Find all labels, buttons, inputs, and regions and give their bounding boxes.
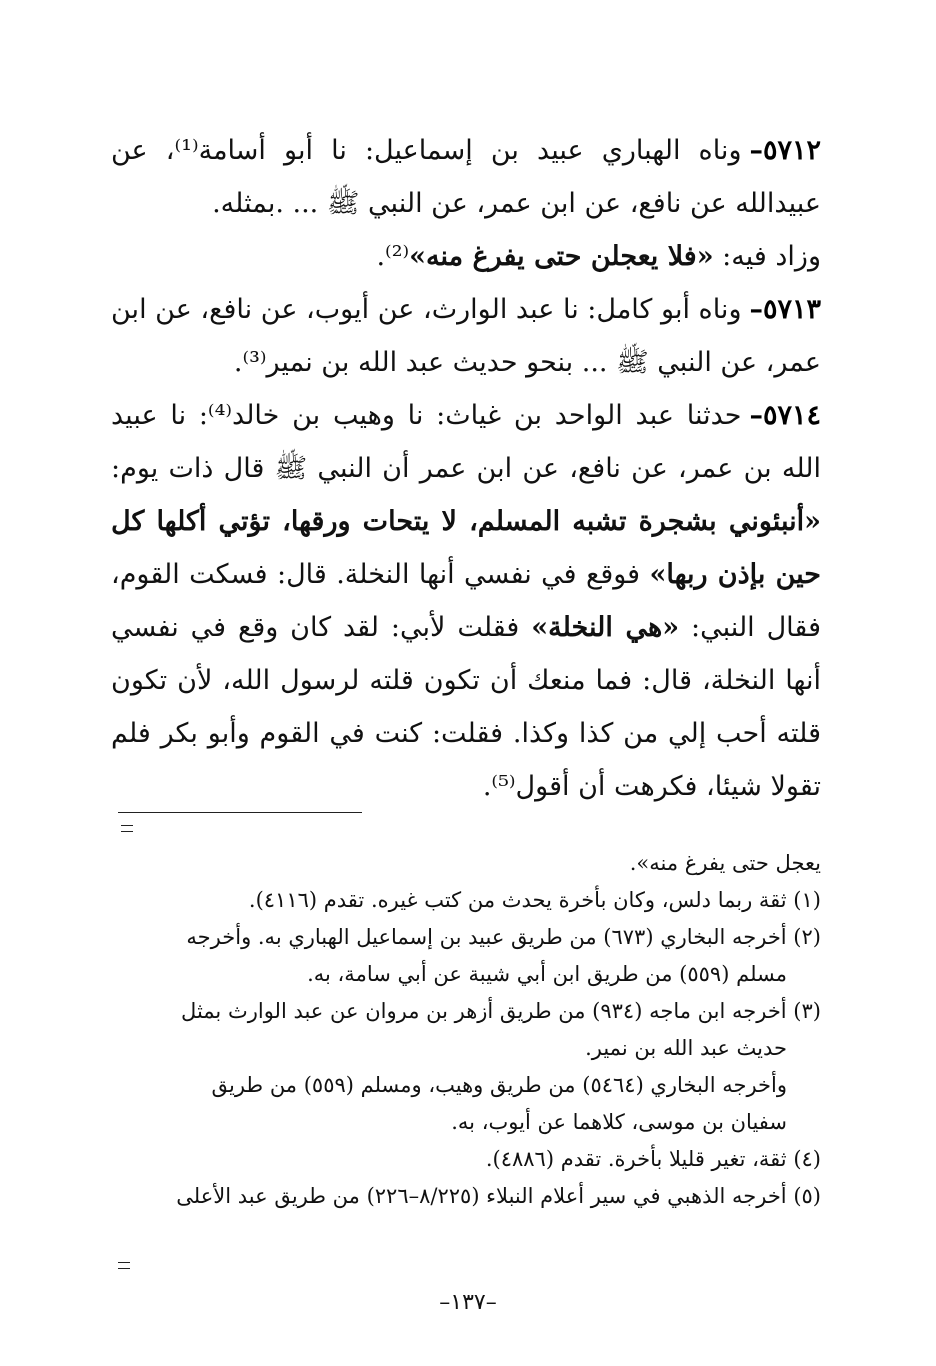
page-number: –١٣٧– — [439, 1290, 497, 1315]
footnote-3-extra: وأخرجه البخاري (٥٤٦٤) من طريق وهيب، ومسلم (٥٥٩) من طريق — [211, 1073, 787, 1097]
footnotes — [111, 845, 821, 1215]
footnote-5: (٥) أخرجه الذهبي في سير أعلام النبلاء (٨/٢٢٥–٢٢٦) من طريق عبد الأعلى — [176, 1184, 821, 1208]
footnote-4: (٤) ثقة، تغير قليلا بأخرة. تقدم (٤٨٨٦). — [485, 1147, 821, 1171]
footnote-3-extra-continuation: سفيان بن موسى، كلاهما عن أيوب، به. — [451, 1110, 787, 1134]
hadith-text-part: حدثنا عبد الواحد بن غياث: نا وهيب بن خالد⁽⁴⁾: نا عبيد الله بن عمر، عن نافع، عن ابن عمر أن النبي ﷺ قال ذات يوم: — [111, 400, 821, 484]
addition-quote: «فلا يعجلن حتى يفرغ منه» — [409, 241, 714, 272]
footnote-3-continuation: حديث عبد الله بن نمير. — [585, 1036, 787, 1060]
hadith-text: وناه أبو كامل: نا عبد الوارث، عن أيوب، عن نافع، عن ابن عمر، عن النبي ﷺ ... بنحو حديث عبد الله بن نمير⁽³⁾. — [111, 294, 821, 378]
addition-prefix: وزاد فيه: — [713, 241, 821, 272]
footnote-separator — [118, 812, 362, 813]
hadith-text-part: فوقع في نفسي أنها النخلة. قال: فسكت القوم، فقال النبي: — [111, 559, 821, 643]
hadith-5714 — [111, 389, 821, 813]
hadith-quote: «أنبئوني بشجرة تشبه المسلم، لا يتحات ورقها، تؤتي أكلها كل حين بإذن ربها» — [111, 506, 821, 590]
hadith-5712-addition — [111, 230, 821, 283]
continuation-mark — [118, 1262, 130, 1269]
footnote-2-continuation: مسلم (٥٥٩) من طريق ابن أبي شيبة عن أبي سامة، به. — [307, 962, 787, 986]
hadith-quote: «هي النخلة» — [531, 612, 680, 643]
addition-suffix: ⁽²⁾. — [376, 241, 410, 272]
hadith-5713 — [111, 283, 821, 389]
footnote-3: (٣) أخرجه ابن ماجه (٩٣٤) من طريق أزهر بن مروان عن عبد الوارث بمثل — [181, 999, 821, 1023]
hadith-number: ٥٧١٤– — [749, 400, 821, 431]
main-text-body — [111, 124, 821, 813]
hadith-text-part: فقلت لأبي: لقد كان وقع في نفسي أنها النخلة، قال: فما منعك أن تكون قلته لرسول الله، لأن تكون قلته أحب إلي من كذا وكذا. فقلت: كنت في القوم وأبو بكر فلم تقولا شيئا، فكرهت أن أقول⁽⁵⁾. — [111, 612, 821, 802]
footnote-continuation: يعجل حتى يفرغ منه». — [629, 851, 821, 875]
footnote-1: (١) ثقة ربما دلس، وكان بأخرة يحدث من كتب غيره. تقدم (٤١١٦). — [248, 888, 821, 912]
hadith-5712 — [111, 124, 821, 230]
hadith-text: وناه الهباري عبيد بن إسماعيل: نا أبو أسامة⁽¹⁾، عن عبيدالله عن نافع، عن ابن عمر، عن النبي ﷺ ... .بمثله. — [111, 135, 821, 219]
hadith-number: ٥٧١٢– — [749, 135, 822, 166]
continuation-mark — [121, 825, 133, 832]
hadith-number: ٥٧١٣– — [749, 294, 821, 325]
footnote-2: (٢) أخرجه البخاري (٦٧٣) من طريق عبيد بن إسماعيل الهباري به. وأخرجه — [186, 925, 821, 949]
